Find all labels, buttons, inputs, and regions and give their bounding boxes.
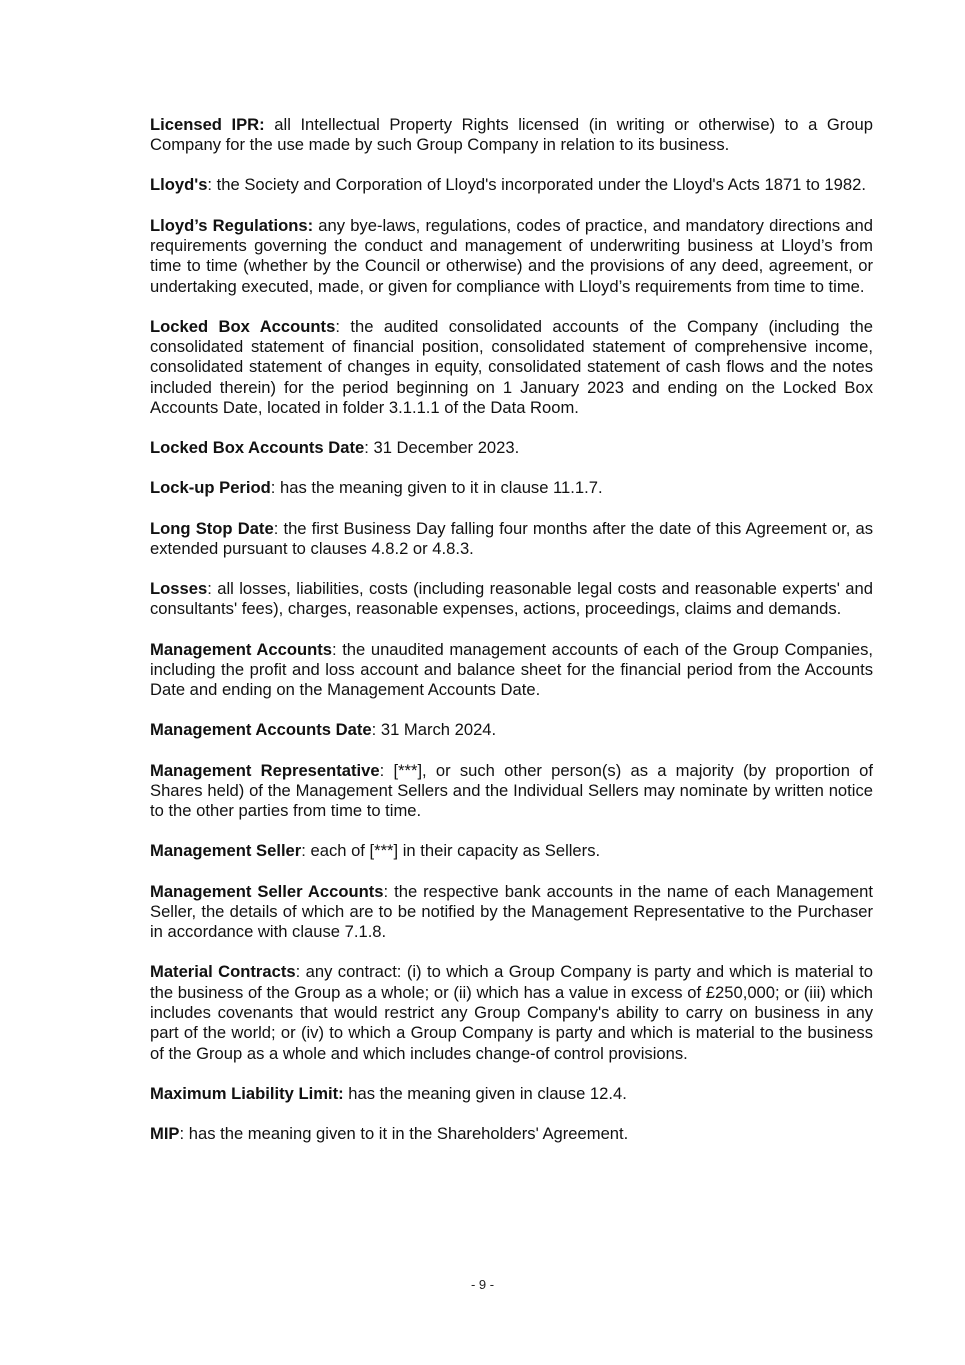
definition-separator: : <box>364 438 369 458</box>
definition-text: 31 March 2024. <box>376 720 497 740</box>
definition-text: any bye-laws, regulations, codes of practice, and mandatory directions and requirements governing the conduct and management of underwriting business at Lloyd’s from time to time (whether by the Council or otherwise) and the provisions of any deed, agreement, or undertaking executed, made, or given for compliance with Lloyd’s requirements from time to time. <box>150 215 873 296</box>
definition-term: Lloyd’s Regulations: <box>150 215 314 235</box>
definition-term: Maximum Liability Limit: <box>150 1083 344 1103</box>
definition-separator: : <box>371 720 377 740</box>
definition-management-accounts-date <box>150 720 873 740</box>
definition-text: any contract: (i) to which a Group Company is party and which is material to the business of the Group as a whole; or (ii) which has a value in excess of £250,000; or (iii) which includes covenants that would restrict any Group Company's ability to carry on business in any part of the world; or (iv) to which a Group Company is party and which is material to the business of the Group as a whole and which includes change-of control provisions. <box>150 962 873 1063</box>
definition-management-representative <box>150 761 873 822</box>
definition-locked-box-accounts <box>150 317 873 419</box>
definition-lloyds-regulations <box>150 216 873 297</box>
definition-term: Licensed IPR: <box>150 115 265 134</box>
definition-long-stop-date <box>150 519 873 560</box>
definition-term: Management Accounts Date <box>150 720 372 740</box>
page-number: - 9 - <box>470 1277 495 1292</box>
definition-lock-up-period <box>150 478 873 498</box>
definition-term: Management Seller <box>150 841 302 861</box>
definition-locked-box-accounts-date <box>150 438 873 458</box>
definition-separator: : <box>207 175 213 195</box>
definition-text: has the meaning given in clause 12.4. <box>343 1083 627 1103</box>
definition-separator: : <box>179 1123 185 1143</box>
definition-term: Locked Box Accounts Date <box>150 438 365 458</box>
definition-separator: : <box>207 579 212 599</box>
definition-term: Management Representative <box>150 760 380 780</box>
definition-term: Locked Box Accounts <box>150 316 336 336</box>
definition-mip <box>150 1124 873 1144</box>
definition-management-accounts <box>150 640 873 701</box>
definition-separator: : <box>383 881 389 901</box>
definition-text: has the meaning given to it in the Shareholders' Agreement. <box>184 1123 629 1143</box>
definition-separator: : <box>301 841 306 861</box>
definition-term: Losses <box>150 579 208 599</box>
definition-text: all Intellectual Property Rights licensed (in writing or otherwise) to a Group Company for the use made by such Group Company in relation to its business. <box>150 115 874 155</box>
definition-term: MIP <box>150 1123 180 1143</box>
definition-separator: : <box>335 316 340 336</box>
definition-text: the Society and Corporation of Lloyd's incorporated under the Lloyd's Acts 1871 to 1982. <box>212 175 866 195</box>
definition-term: Lloyd's <box>150 175 208 195</box>
definition-separator: : <box>379 760 385 780</box>
definition-text: the audited consolidated accounts of the Company (including the consolidated statement of financial position, consolidated statement of comprehensive income, consolidated statement of changes in equity, consolidated statement of cash flows and the notes included therein) for the period beginning on 1 January 2023 and ending on the Locked Box Accounts Date, located in folder 3.1.1.1 of the Data Room. <box>150 316 873 418</box>
definition-text: has the meaning given to it in clause 11.1.7. <box>275 478 603 498</box>
definition-separator: : <box>295 962 301 982</box>
definition-separator: : <box>273 518 279 538</box>
definition-text: the unaudited management accounts of each of the Group Companies, including the profit and loss account and balance sheet for the financial period from the Accounts Date and ending on the Management Accounts Date. <box>150 639 873 700</box>
definition-term: Management Seller Accounts <box>150 881 384 901</box>
definition-text: all losses, liabilities, costs (including reasonable legal costs and reasonable experts' and consultants' fees), charges, reasonable expenses, actions, proceedings, claims and demands. <box>150 579 873 619</box>
document-page <box>150 115 873 1164</box>
definition-losses <box>150 579 873 620</box>
definition-term: Long Stop Date <box>150 518 274 538</box>
definition-management-seller-accounts <box>150 882 873 943</box>
definition-material-contracts <box>150 962 873 1064</box>
definition-text: each of [***] in their capacity as Sellers. <box>305 841 601 861</box>
definition-management-seller <box>150 841 873 861</box>
definition-text: [***], or such other person(s) as a majority (by proportion of Shares held) of the Management Sellers and the Individual Sellers may nominate by written notice to the other parties from time to time. <box>150 760 873 821</box>
definition-text: 31 December 2023. <box>368 438 520 458</box>
definition-term: Lock-up Period <box>150 478 271 498</box>
definition-separator: : <box>332 639 337 659</box>
definition-term: Material Contracts <box>150 962 296 982</box>
definition-text: the first Business Day falling four months after the date of this Agreement or, as extended pursuant to clauses 4.8.2 or 4.8.3. <box>150 518 873 558</box>
definition-text: the respective bank accounts in the name of each Management Seller, the details of which are to be notified by the Management Representative to the Purchaser in accordance with clause 7.1.8. <box>150 881 873 942</box>
definition-lloyds <box>150 175 873 195</box>
definition-term: Management Accounts <box>150 639 332 659</box>
definition-separator: : <box>270 478 276 498</box>
definition-licensed-ipr <box>150 115 873 156</box>
definition-maximum-liability-limit <box>150 1084 873 1104</box>
